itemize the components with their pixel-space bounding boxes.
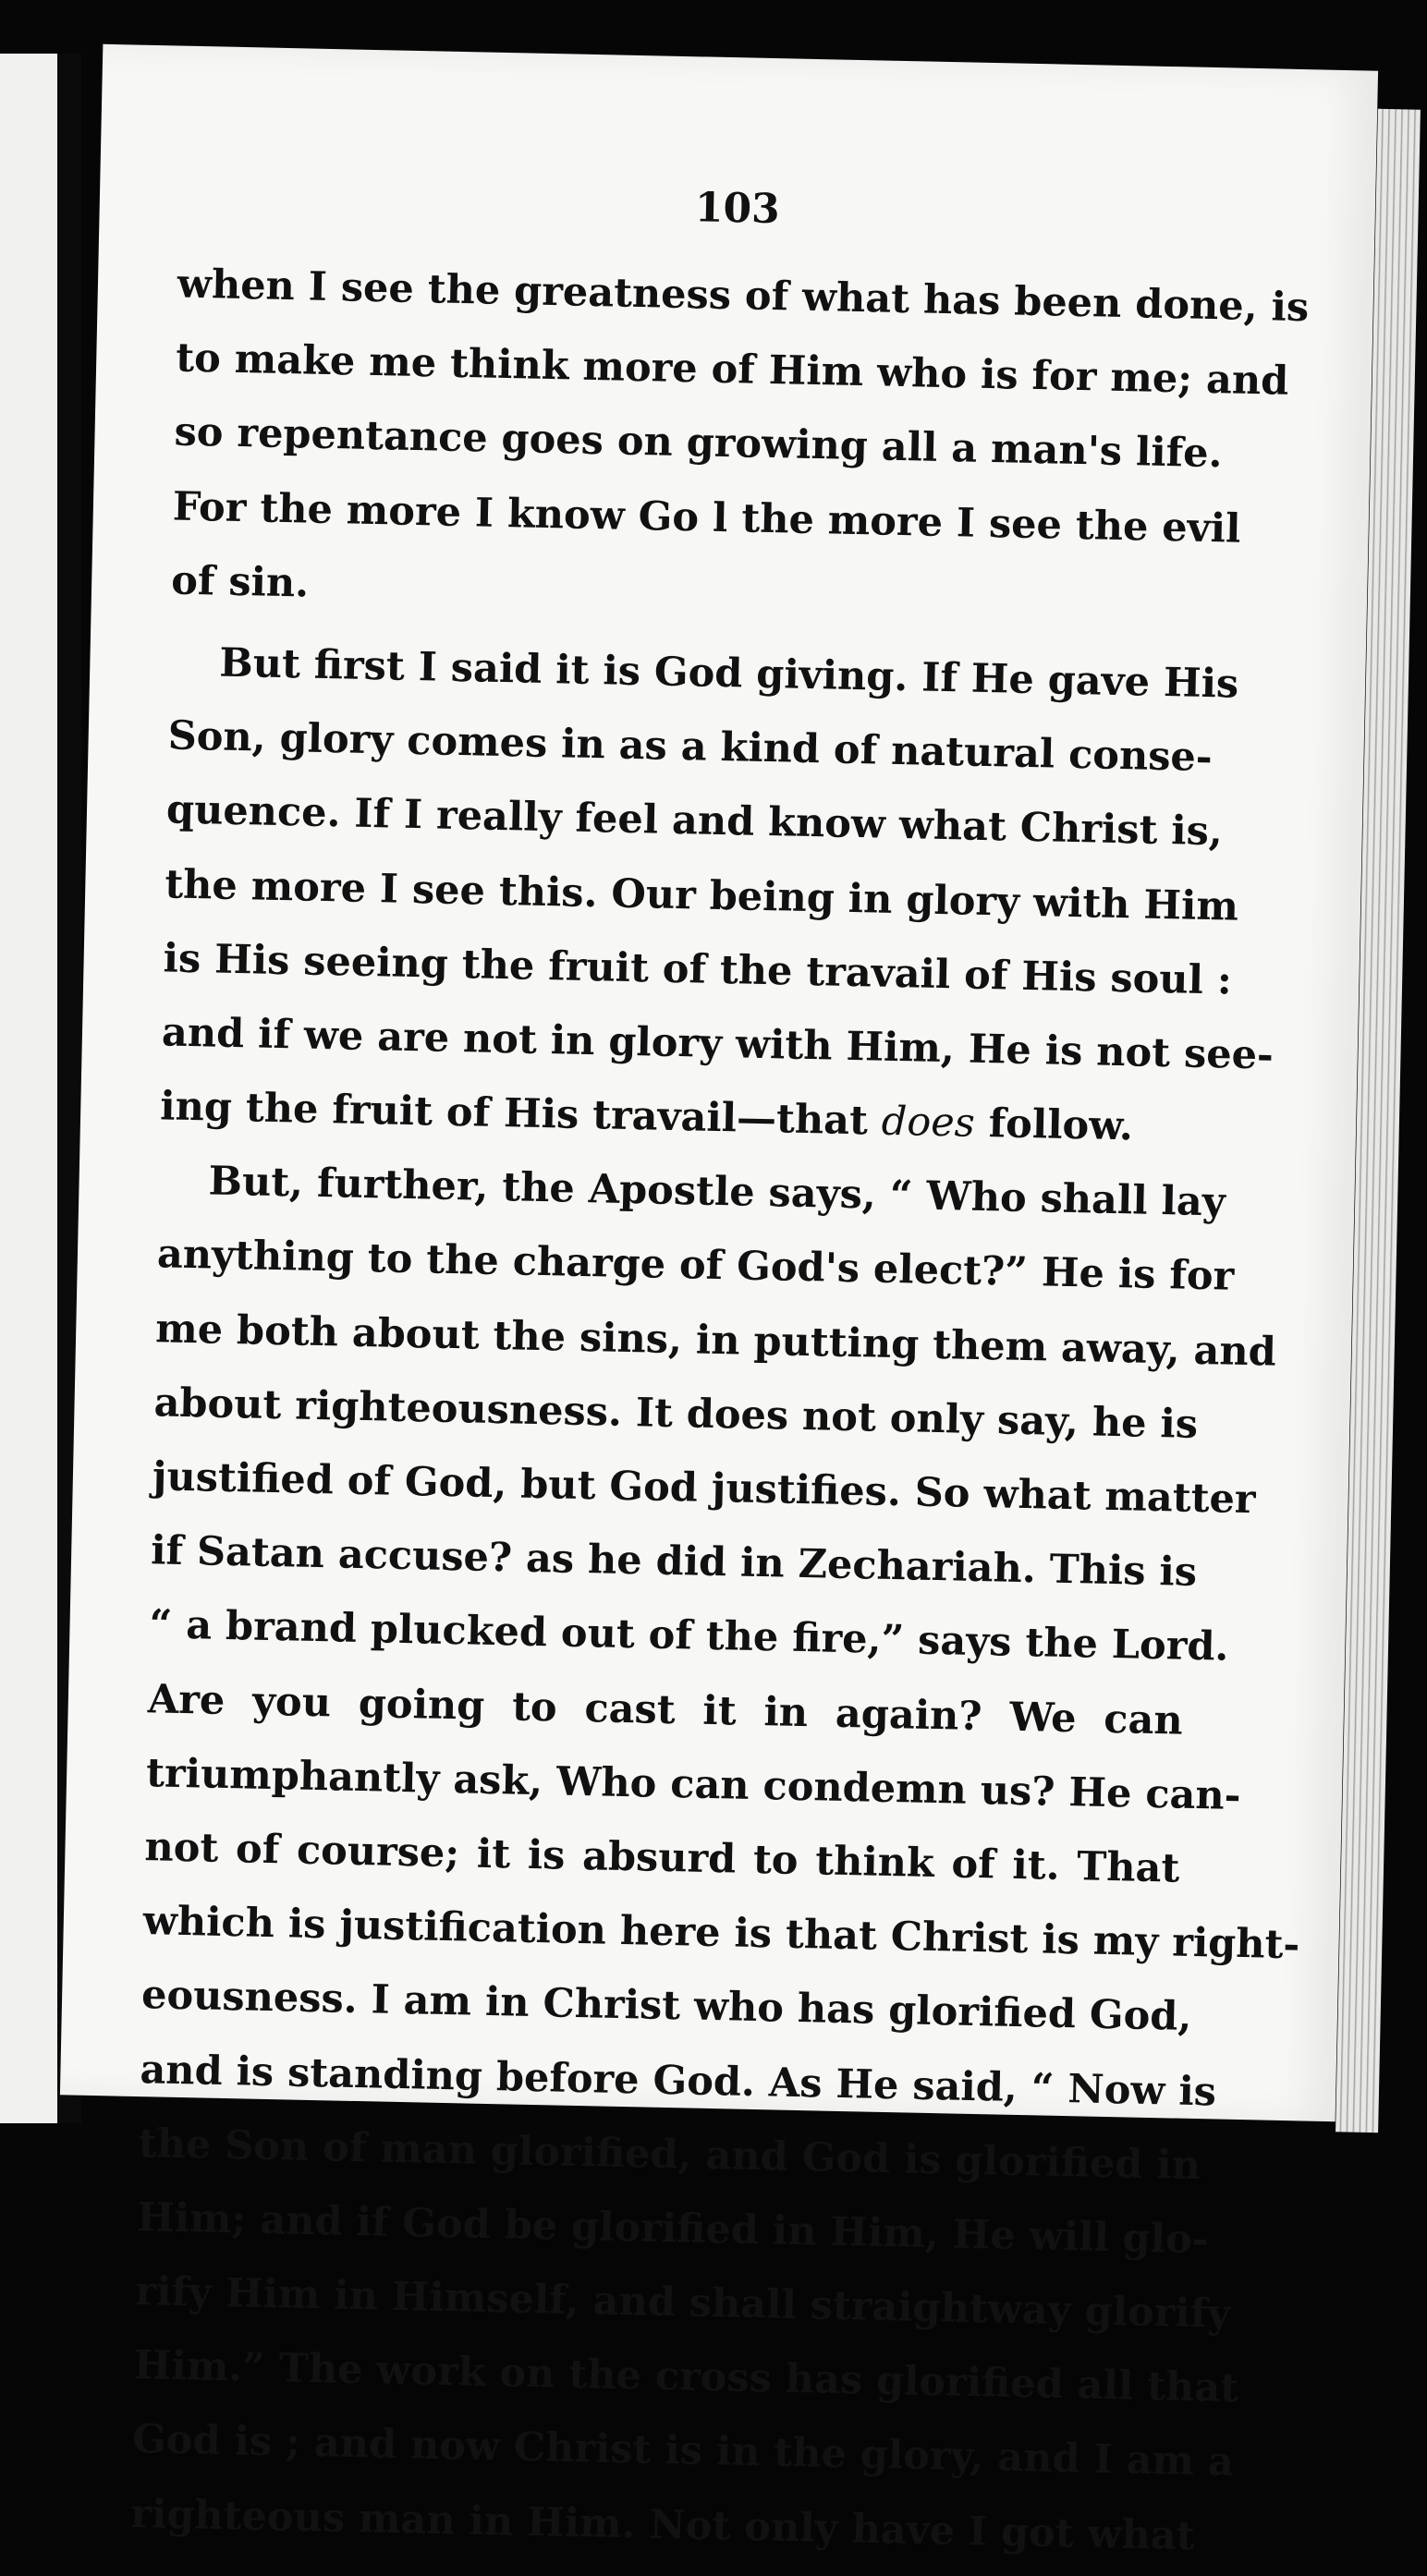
text-line: if Satan accuse? as he did in Zechariah. This is [150,1527,1198,1597]
text-line: which is justification here is that Christ is my right- [142,1898,1300,1969]
text-line: Son, glory comes in as a kind of natural conse- [167,712,1214,782]
text-line: not of course; it is absurd to think of it. That [144,1824,1180,1892]
text-line: rify Him in Himself, and shall straightway glorify [134,2268,1231,2338]
text-line: Him; and if God be glorified in Him, He will glo- [136,2193,1210,2264]
text-line: is His seeing the fruit of the travail of His soul : [163,935,1233,1004]
text-line: Are you going to cast it in again? We can [147,1675,1184,1744]
text-line: anything to the charge of God's elect?” He is for [156,1231,1235,1301]
text-line: But, further, the Apostle says, “ Who shall lay [208,1158,1226,1226]
text-line: But first I said it is God giving. If He gave His [218,639,1239,708]
text-line: Him.” The work on the cross has glorified all that [133,2342,1239,2412]
text-line: God is ; and now Christ is in the glory, and I am a [131,2416,1235,2486]
text-line: eousness. I am in Christ who has glorified God, [140,1972,1192,2041]
book-page [60,44,1378,2559]
page-body [129,248,1310,2573]
text-line: about righteousness. It does not only say, he is [153,1379,1199,1448]
text-line: me both about the sins, in putting them away, and [154,1305,1277,1376]
text-line: the more I see this. Our being in glory with Him [164,860,1239,930]
line-start: ing the fruit of His travail—that [159,1083,883,1145]
text-line: and if we are not in glory with Him, He is not see- [161,1009,1275,1079]
text-line: justified of God, but God justifies. So what matter [152,1453,1257,1524]
text-line: the Son of man glorified, and God is glorified in [138,2120,1201,2189]
text-line: when I see the greatness of what has been done, is [177,261,1310,332]
text-line: and is standing before God. As He said, “ Now is [139,2046,1217,2115]
emphasized-word: does [881,1098,976,1147]
text-line: “ a brand plucked out of the fire,” says the Lord. [149,1601,1229,1671]
page-number: 103 [694,184,781,234]
text-line: so repentance goes on growing all a man's life. [174,408,1224,478]
text-line: quence. If I really feel and know what Christ is, [165,786,1224,856]
text-line: righteous man in Him. Not only have I got what [129,2490,1196,2559]
text-line: to make me think more of Him who is for me; and [175,334,1289,405]
text-line: of sin. [170,557,310,607]
line-end: follow. [974,1100,1134,1150]
text-line: For the more I know Go l the more I see the evil [172,483,1241,553]
text-line: triumphantly ask, Who can condemn us? He can- [145,1749,1242,1819]
facing-page-edge [0,54,57,2123]
